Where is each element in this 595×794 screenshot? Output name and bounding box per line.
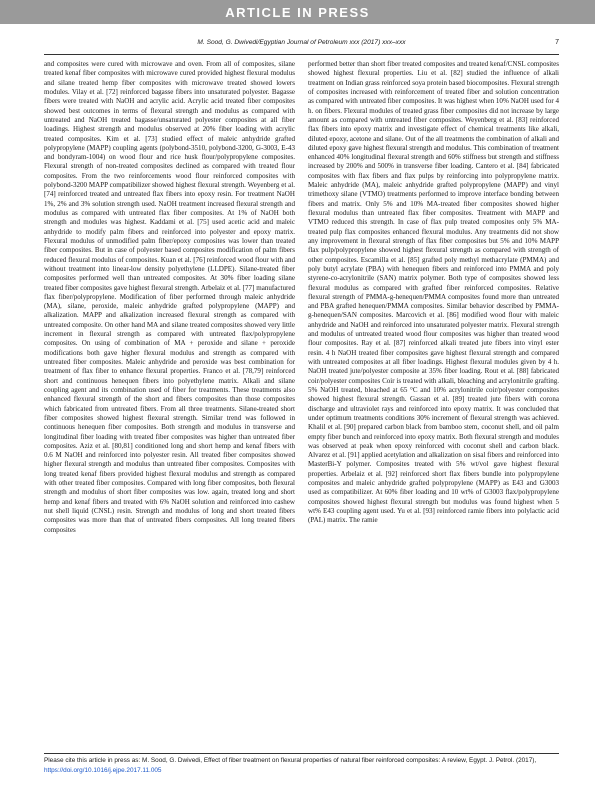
body-columns <box>44 60 559 744</box>
left-column-text: and composites were cured with microwave and oven. From all of composites, silane treated kenaf fiber composites with microwave cured provided highest flexural modulus and silane treated hemp fiber composites with microwave treated showed lowers modules. Vilay et al. [72] reinforced bagasse fibers into unsaturated polyester. Bagasse fibers were treated with NaOH and acrylic acid. Acrylic acid treated fiber composites showed best outcomes in terms of flexural strength and modulus as compared with untreated and NaOH treated bagasse/unsaturated polyester composites at all fiber loadings. Highest strength and modulus observed at 20% fiber loading with acrylic treated composites. Kim et al. [73] studied effect of maleic anhydride grafted polypropylene (MAPP) coupling agents (polybond-3510, polybond-3200, G-3003, E-43 and bondyram-1004) on wood flour and rice husk flour/polypropylene composites. Flexural strength of non-treated composites declined as compared with treated flour composites. From the two reinforcements wood flour reinforced composites with polybond-3200 MAPP compatibilizer showed highest flexural strength. Weyenberg et al. [74] reinforced treated and untreated flax fibers into epoxy resin. For treatment NaOH 1%, 2% and 3% solution strength used. NaOH treatment increased flexural strength and modulus as compared with untreated flax fiber composites. At 1% of NaOH both strength and modules was highest. Kaddami et al. [75] used acetic acid and maleic anhydride to modify palm fibers and reinforced into polyester and epoxy matrix. Flexural modulus of unmodified palm fiber/epoxy composites was lower than treated fiber composites. But in case of polyester based composites modification of palm fibers reduced flexural modulus of composites. Kuan et al. [76] reinforced wood flour with and without treatment into linear-low density polyethylene (LLDPE). Silane-treated fiber composites performed well than untreated composites. At 30% fiber loading silane treated fiber composites gave highest flexural strength. Arbelaiz et al. [77] manufactured flax fiber/polypropylene. Modification of fiber performed through maleic anhydride (MA), silane, peroxide, maleic anhydride grafted polypropylene (MAPP) and alkalization. MAPP and alkalization increased flexural strength as compared with untreated composite. On other hand MA and silane treated composites showed very little increment in flexural strength as compared with untreated flax/polypropylene composites. On using of combination of MA + peroxide and silane + peroxide modifications both gave higher flexural modulus and strength as compared with untreated fiber composites. Maleic anhydride and peroxide was best combination for treatment of flax fiber to enhance flexural properties. Franco et al. [78,79] reinforced short and continuous henequen fibers into polyethylene matrix. Alkali and silane coupling agent and its combination used of fiber for treatments. These treatments also enhanced flexural strength of the short and fibers composites than those composites which fabricated from untreated fibers. From all three treatments. Silane-treated short fiber composites showed highest flexural strength. Similar trend was followed in continuous henequen fiber composites. Both strength and modulus in transverse and longitudinal fiber loading with treated fiber composites was higher than untreated fiber composites. Aziz et al. [80,81] conditioned long and short hemp and kenaf fibers with 0.6 M NaOH and reinforced into polyester resin. All treated fiber composites showed higher flexural strength and modulus than untreated fiber composites. Composites with long treated kenaf fibers provided highest flexural modulus and strength as compared with other treated fiber composites. Compared with long fiber composites, both flexural strength and modulus of short fiber composites was low. again, treated long and short hemp and kenaf fibers and treated with 6% NaOH solution and reinforced into cashew nut shell liquid (CNSL) resin. Strength and modulus of long and short treated fibers composites was more than that of untreated fibers composites. All long treated fibers composites <box>44 60 295 534</box>
page-number: 7 <box>555 39 559 46</box>
doi-link[interactable]: https://doi.org/10.1016/j.ejpe.2017.11.005 <box>44 767 162 774</box>
right-column-text: performed better than short fiber treated composites and treated kenaf/CNSL composites showed highest flexural properties. Liu et al. [82] studied the influence of alkali treatment on Indian grass reinforced soya protein based biocomposites. Flexural strength of composites increased with reinforcement of treated fiber and solution concentration as compared with untreated fiber composites. It was highest when 10% NaOH used for 4 h. on fibers. Flexural modules of treated grass fiber composites did not increase by large amount as compared with untreated fiber composites. Weyenberg et al. [83] reinforced flax fibers into epoxy matrix and investigate effect of chemical treatments like alkali, diluted epoxy, acetone and silane. Out of the all treatments the combination of alkali and diluted epoxy gave highest flexural strength and modulus. This combination of treatment enhanced 40% longitudinal flexural strength and 60% stiffness but strength and stiffness increased by 200% and 500% in transverse fiber loading. Cantero et al. [84] fabricated composites with flax fibers and flax pulps by reinforcing into polypropylene matrix. Maleic anhydride (MA), maleic anhydride grafted polypropylene (MAPP) and vinyl trimethoxy silane (VTMO) treatments performed to improve interface bonding between fibers and matrix. Only 5% and 10% MA-treated fiber composites showed higher flexural modulus than untreated flax fiber composites. Treatment with MAPP and VTMO reduced this strength. In case of flax pulp treated composites only 5% MA-treated pulp flax composites enhanced flexural modulus. Any treatments did not show any improvement in flexural strength of flax fiber composites but 5% and 10% MAPP flax pulp/polypropylene showed highest flexural strength as compared with strength of other composites. Escamilla et al. [85] grafted poly methyl methacrylate (PMMA) and poly butyl acrylate (PBA) with henequen fibers and reinforced into PMMA and poly styrene-co-acrylonitrile (SAN) matrix polymer. Both type of composites showed less flexural modulus as compared with grafted fiber reinforced composites. Relative flexural strength of PMMA-g-henequen/PMMA composites found more than untreated and PBA grafted henequen/PMMA composites. Similar behavior described by PMMA-g-henequen/SAN composites. Marcovich et al. [86] modified wood flour with maleic anhydride and NaOH and reinforced into unsaturated polyester matrix. Flexural strength and modulus of untreated treated wood flour composites was higher than treated wood flour composites. Ray et al. [87] reinforced alkali treated jute fibers into vinyl ester resin. 4 h NaOH treated fiber composites gave highest flexural strength and compared with untreated composites at all fiber loadings. Highest flexural modules given by 4 h. NaOH treated jute/polyester composite at 35% fiber loading. Rout et al. [88] fabricated coir/polyester composites Coir is treated with alkali, bleaching and acrylonitrile grafting. 5% NaOH treated, bleached at 65 °C and 10% acrylonitrile coir/polyester composites showed highest flexural strength. Gassan et al. [89] treated jute fibers with corona discharge and ultraviolet rays and reinforced into epoxy matrix. It was concluded that under optimum treatments conditions 30% increment of flexural strength was achieved. Khalil et al. [90] prepared carbon black from bamboo stem, coconut shell, and oil palm empty fiber bunch and reinforced into epoxy matrix. Both flexural strength and modules was observed at peak when epoxy reinforced with coconut shell and carbon black. Alvarez et al. [91] applied acetylation and alkalization on sisal fibers and reinforced into MasterBi-Y polymer. Composites treated with 5% wt/vol gave highest flexural properties. Arbelaiz et al. [92] reinforced short flax fibers bundle into polypropylene composites and maleic anhydride grafted polypropylene (MAPP) as E43 and G3003 used as compatibilizer. At 60% fiber loading and 10 wt% of G3003 flax/polypropylene composites showed highest flexural strength but modulus was found highest when 5 wt% E43 coupling agent used. Yu et al. [93] reinforced ramie fibers into polylactic acid (PAL) matrix. The ramie <box>308 60 559 525</box>
running-head <box>44 39 559 53</box>
citation-text: Please cite this article in press as: M. Sood, G. Dwivedi, Effect of fiber treatment on flexural properties of natural fiber reinforced composites: A review, Egypt. J. Petrol. (2017), <box>44 757 537 764</box>
right-column <box>308 60 559 744</box>
citation-footer <box>44 753 559 779</box>
article-in-press-banner: ARTICLE IN PRESS <box>0 0 595 24</box>
left-column <box>44 60 295 744</box>
header-rule <box>44 54 559 55</box>
running-head-text: M. Sood, G. Dwivedi/Egyptian Journal of Petroleum xxx (2017) xxx–xxx <box>197 39 406 46</box>
